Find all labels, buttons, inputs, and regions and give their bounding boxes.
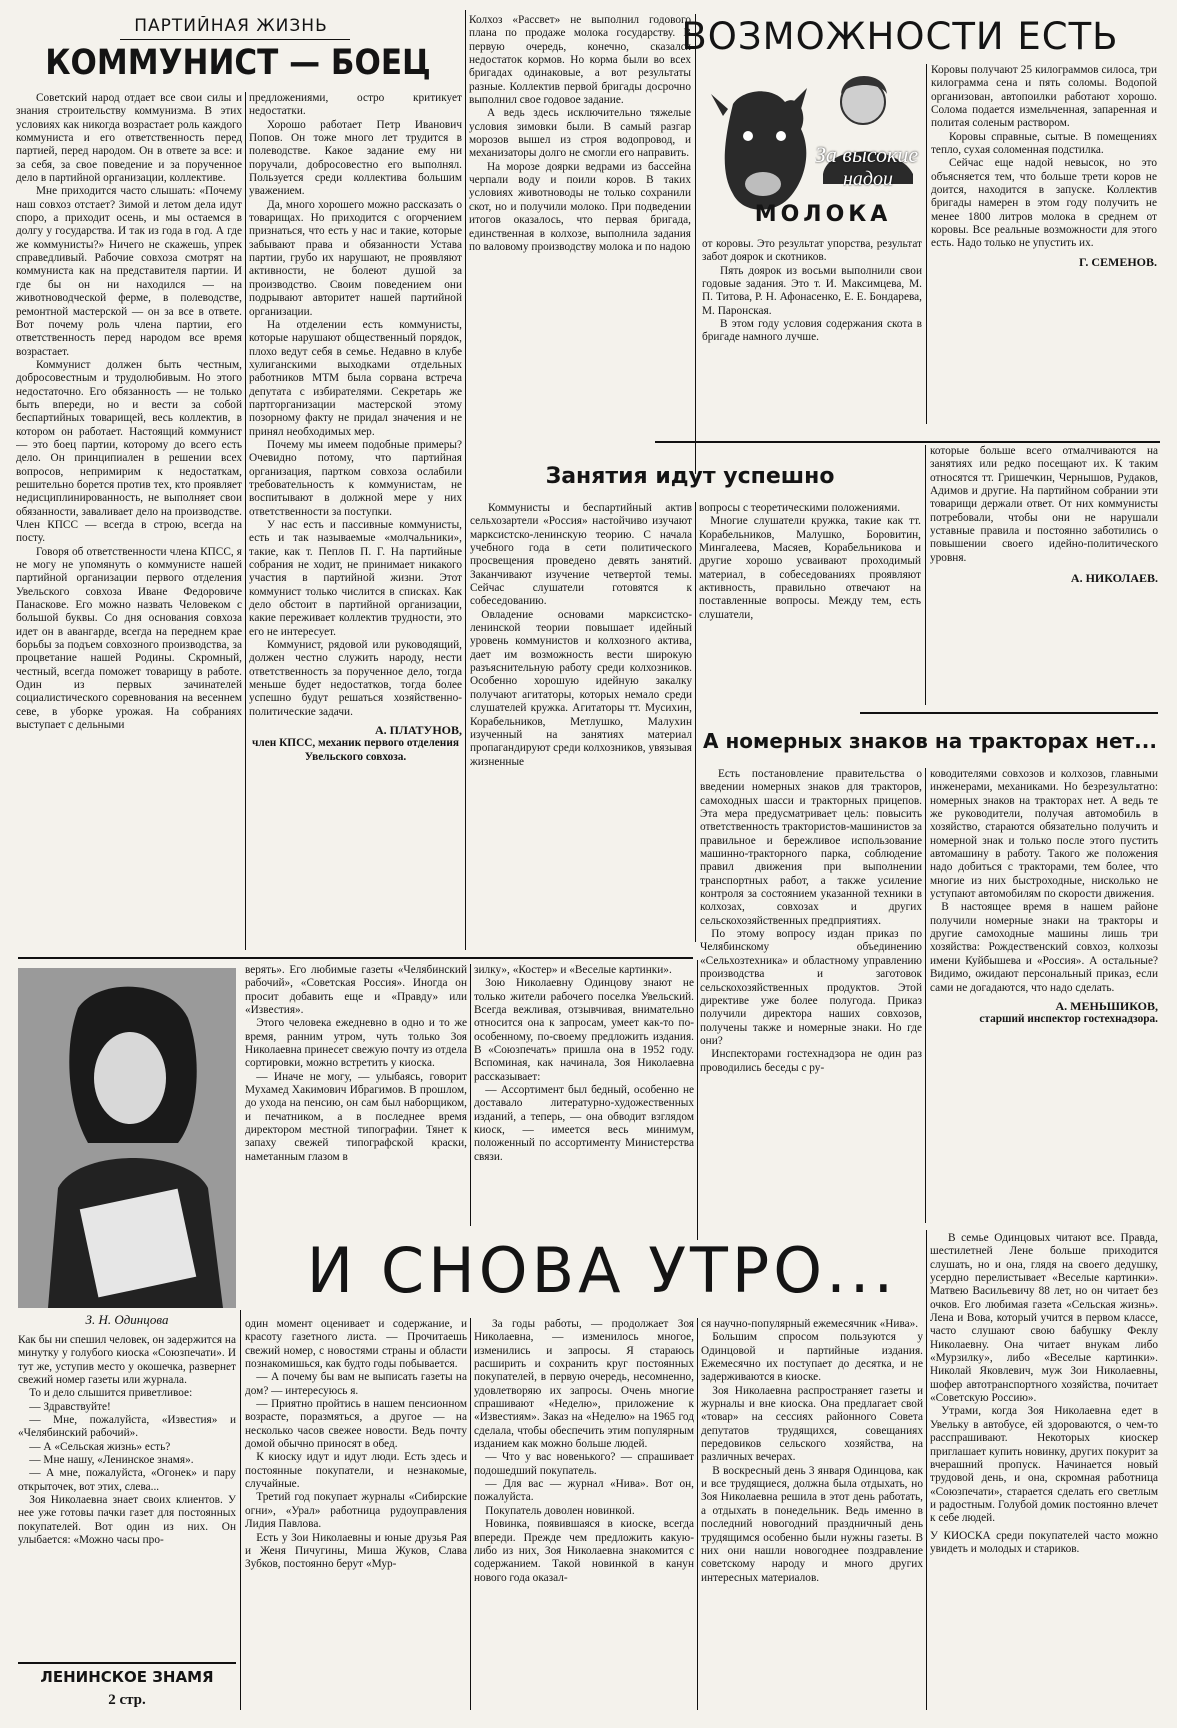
emblem-text-3: МОЛОКА [754, 202, 892, 227]
article-title-tractors: А номерных знаков на тракторах нет... [703, 729, 1157, 753]
column-rule [925, 768, 926, 1223]
column-zanyatiya-2 [699, 502, 921, 704]
column-utro-b2 [245, 1318, 467, 1718]
column-rule [695, 502, 696, 942]
paragraph: вопросы с теоретическими положениями. Многие слушатели кружка, такие как тт. Корабельников, Малушко, Боровитин, Мингалеева, Масяев, Корабельникова и другие хорошо усваивают проходимый материал, в собеседованиях проявляют активность, правильно отвечают на поставленные вопросы. Между тем, есть слушатели, [699, 502, 921, 621]
author-signature: Г. СЕМЕНОВ. [1079, 254, 1157, 269]
paragraph: ководителями совхозов и колхозов, главными инженерами, механиками. Но безрезультатно: номерных знаков на тракторах нет. А ведь те же руководители, получая автомобиль в хозяйство, стараются обязательно получить и номерной знак и только после этого пустить автомашину в работу. Такого же положения надо добиться с тракторами, тем более, что многие из них быстроходные, нисколько не уступают автомобилям по скорости движения. В настоящее время в нашем районе получили номерные знаки на тракторы и другие самоходные машины лишь три хозяйства: Рождественский совхоз, колхозы имени Куйбышева и «Россия». А остальные? Видимо, ожидают персональный приказ, если сами не догадаются, что надо сделать. [930, 768, 1158, 994]
paragraph: Да, много хорошего можно рассказать о товарищах. Но приходится с огорчением признаться, что есть у нас и такие, которые забывают права и обязанности Устава партии, грубо их нарушают, не проявляют активности, не болеют душой за производство. Своим поведением они подрывают авторитет нашей партийной организации. [249, 198, 462, 318]
paragraph: Коровы справные, сытые. В помещениях тепло, сухая соломенная подстилка. [931, 130, 1157, 157]
paragraph: Есть постановление правительства о введении номерных знаков для тракторов, самоходных шасси и тракторных прицепов. Эта мера предусматривает цель: повысить ответственность трактористов-машинистов за правильное и бережливое использование машинно-тракторного парка, соблюдение правил движения при выполнении транспортных работ, а также усиление контроля за состоянием указанной техники в колхозах, совхозах и других сельскохозяйственных предприятиях. По этому вопросу издан приказ по Челябинскому объединению «Сельхозтехника» и областному управлению производства и заготовок сельскохозяйственных продуктов. Этой директиве уже более полугода. Приказ получили директора наших совхозов, получены также и номерные знаки. Но где они? Инспекторами гостехнадзора не один раз проводились беседы с ру- [700, 768, 922, 1074]
column-utro-b4 [701, 1318, 923, 1718]
author-signature: А. МЕНЬШИКОВ, [1055, 998, 1158, 1013]
paragraph: зилку», «Костер» и «Веселые картинки». Зою Николаевну Одинцову знают не только жители рабочего поселка Увельский. Всегда вежливая, отзывчивая, внимательно относится она к запросам, умеет как-то по-особенному, по-своему предложить издания. В «Союзпечать» пришла она в 1952 году. Вспоминая, как начинала, Зоя Николаевна рассказывает: — Ассортимент был бедный, особенно не доставало литературно-художественных изданий, а теперь, — она обводит взглядом киоск, — имеется весь минимум, положенный по ассортименту Министерства связи. [474, 964, 694, 1163]
paragraph: верять». Его любимые газеты «Челябинский рабочий», «Советская Россия». Иногда он просит добавить еще и «Правду» или «Известия». Этого человека ежедневно в одно и то же время, ранним утром, чуть только Зоя Николаевна принесет свежую почту из отдела сортировки, можно встретить у киоска. — Иначе не могу, — улыбаясь, говорит Мухамед Хакимович Ибрагимов. В прошлом, до ухода на пенсию, он сам был наборщиком, и печатником, а в последнее время директором местной типографии. Тянет к запаху свежей типографской краски, наметанным глазом в [245, 964, 467, 1163]
emblem-text-2: надои [843, 168, 894, 190]
paragraph: ся научно-популярный ежемесячник «Нива». Большим спросом пользуются у Одинцовой и партийные издания. Ежемесячно их поступает до десятка, и не задерживаются в киоске. Зоя Николаевна распространяет газеты и журналы и вне киоска. Она предлагает свой «товар» на сессиях районного Совета депутатов трудящихся, совещаниях передовиков сельского хозяйства, на различных вечерах. В воскресный день 3 января Одинцова, как и все трудящиеся, должна была отдыхать, но Зоя Николаевна решила в этот день работать, а отдыхать в понедельник. Ведь именно в последний новогодний праздничный день трудящимся особенно были нужны газеты. В них они нашли новогоднее поздравление советскому народу и много других интересных материалов. [701, 1318, 923, 1584]
paragraph: Сейчас еще надой невысок, но это объясняется тем, что больше трети коров не доится, находится в запуске. Коллектив бригады намерен в этом году получить не менее 1800 литров молока в среднем от коровы. Все реальные возможности для этого есть. Надо только не упустить их. [931, 157, 1157, 250]
column-kommunist-2 [249, 92, 462, 950]
column-rule [240, 1310, 241, 1710]
author-title: член КПСС, механик первого отделения Увельского совхоза. [252, 737, 459, 763]
author-signature: А. ПЛАТУНОВ, [374, 723, 462, 738]
paragraph: Коровы получают 25 килограммов силоса, три килограмма сена и пять соломы. Водопой организован, автопоилки работают хорошо. Солома подается измельченная, запаренная и политая соленым раствором. [931, 64, 1157, 130]
paragraph: Коммунист, рядовой или руководящий, должен честно служить народу, нести ответственность за порученное дело, тогда меньше будет недостатков, тогда более успешно будут решаться хозяйственно-политические задачи. [249, 639, 462, 718]
column-rule [465, 10, 466, 950]
article-title-kommunist: КОММУНИСТ — БОЕЦ [45, 42, 431, 84]
column-utro-b1 [18, 1334, 236, 1660]
section-divider [860, 712, 1158, 714]
paragraph: Говоря об ответственности члена КПСС, я не могу не упомянуть о коммунисте нашей партийной организации первого отделения Увельского совхоза Иване Федоровиче Панаскове. Его можно назвать Человеком с большой буквы. Со дня основания совхоза идет он в авангарде, всегда на переднем крае борьбы за подъем совхозного производства, за процветание нашей Родины. Скромный, честный, всегда поможет товарищу в работе. Один из первых зачинателей социалистического соревнования на весеннем севе, в уборке урожая. На собраниях выступает с дельными [16, 545, 242, 732]
column-rule [697, 960, 698, 1240]
section-label: ПАРТИЙНАЯ ЖИЗНЬ [134, 16, 328, 36]
paragraph: Мне приходится часто слышать: «Почему наш совхоз отстает? Зимой и летом дела идут споро, а приходит осень, и мы остаемся в долгу у государства. И так из года в год. А где же коммунисты?» Ничего не скажешь, упрек справедливый. Рабочие совхоза смотрят на коммуниста как на представителя партии. И где бы он ни находился — на животноводческой ферме, в полеводстве, ремонтной мастерской — он за все в ответе. Вот почему роль члена партии, его ответственность перед народом все время возрастает. [16, 185, 242, 358]
column-rule [925, 445, 926, 705]
column-rule [245, 92, 246, 950]
paragraph: Колхоз «Рассвет» не выполнил годового плана по продаже молока государству. В первую очередь, конечно, сказался недостаток кормов. Но корма были во всех бригадах одинаковые, а вот результаты разные. Коллектив первой бригады досрочно выполнил свое годовое задание. [469, 14, 691, 107]
column-rule [926, 64, 927, 424]
section-divider [655, 441, 1160, 443]
section-divider [18, 957, 693, 959]
column-zanyatiya-3 [930, 445, 1158, 699]
author-title: старший инспектор гостехнадзора. [979, 1012, 1158, 1025]
paragraph: У КИОСКА среди покупателей часто можно увидеть и молодых и стариков. [930, 1529, 1158, 1555]
paragraph: Советский народ отдает все свои силы и знания строительству коммунизма. В этих условиях как никогда возрастает роль каждого коммуниста и его ответственность перед партией, перед народом. Он в ответе за все: и за себя, за свое поведение и за порученное дело в партийной организации, коллективе. [16, 92, 242, 185]
column-rule [926, 1230, 927, 1710]
milk-emblem [703, 64, 923, 234]
woman-portrait-icon [18, 968, 236, 1308]
column-utro-mid2 [474, 964, 694, 1226]
emblem-text-1: За высокие [815, 142, 919, 167]
column-vozmozhnosti-mid [702, 238, 922, 428]
paragraph: За годы работы, — продолжает Зоя Николаевна, — изменилось многое, изменились и запросы. Я стараюсь расширить и сохранить круг постоянных покупателей, в первую очередь, несомненно, удовлетворяю их запросы. Очень многие спрашивают «Неделю», приложение к «Известиям». Заказ на «Неделю» на 1965 год сделала, чтобы обеспечить этим популярным изданием как можно больше людей. — Что у вас новенького? — спрашивает подошедший покупатель. — Для вас — журнал «Нива». Вот он, пожалуйста. Покупатель доволен новинкой. Новинка, появившаяся в киоске, всегда впереди. Прежде чем предложить какую-либо из них, Зоя Николаевна знакомится с содержанием. Такой новинкой в канун нового года оказал- [474, 1318, 694, 1584]
article-title-vozmozhnosti: ВОЗМОЖНОСТИ ЕСТЬ [681, 15, 1119, 58]
portrait-photo [18, 968, 236, 1308]
paragraph: Коммунист должен быть честным, добросовестным и трудолюбивым. Но этого недостаточно. Его обязанность — не только быть впереди, но и вести за собой беспартийных товарищей, весь коллектив, в котором он работает. Настоящий коммунист — это боец партии, которому до всего есть дело. Он принципиален в решении всех вопросов, непримирим к недостаткам, решительно борется против тех, кто проявляет недисциплинированность, не выполняет свои обязанности, заваливает дело на производстве. Член КПСС — всегда в строю, всегда на посту. [16, 358, 242, 545]
column-zanyatiya-1 [470, 502, 692, 946]
paragraph: А ведь здесь исключительно тяжелые условия зимовки были. В самый разгар морозов вышел из строя водопровод, и механизаторы долго не смогли его направить. [469, 107, 691, 160]
paragraph: предложениями, остро критикует недостатки. [249, 92, 462, 118]
paragraph: Коммунисты и беспартийный актив сельхозартели «Россия» настойчиво изучают марксистско-ленинскую теорию. С начала учебного года в сети политического просвещения проведено девять занятий. Заканчивают изучение четвертой темы. Сейчас слушатели готовятся к собеседованию. Овладение основами марксистско-ленинской теории повышает идейный уровень коммунистов и колхозного актива, дает им возможность вести широкую разъяснительную работу среди колхозников. Особенно хорошую идейную закалку получают агитаторы, которых немало среди слушателей кружка. Агитаторы тт. Мусихин, Корабельников, Метлушко, Малухин изученный на занятиях материал пропагандируют среди колхозников, увязывая жизненные [470, 502, 692, 768]
paragraph: В этом году условия содержания скота в бригаде намного лучше. [702, 318, 922, 344]
newspaper-name: ЛЕНИНСКОЕ ЗНАМЯ [40, 1668, 214, 1686]
column-rassvet [469, 14, 691, 474]
paragraph: от коровы. Это результат упорства, результат забот доярок и скотников. [702, 238, 922, 264]
paragraph: Почему мы имеем подобные примеры? Очевидно потому, что партийная организация, партком совхоза ослабили требовательность к коммунистам, не воспитывают в должной мере у них ответственности за поступки. [249, 438, 462, 518]
photo-caption: З. Н. Одинцова [85, 1312, 169, 1327]
column-rule [695, 14, 696, 474]
paragraph: В семье Одинцовых читают все. Правда, шестилетней Лене больше приходится слушать, но и она, глядя на своего дедушку, усердно перелистывает «Веселые картинки». Матвею Васильевичу 88 лет, но он читает без очков. Его любимая газета «Сельская жизнь». Лена и Вова, который учится в первом классе, часто слушают свою бабушку Феклу Николаевну. Она читает внукам либо «Мурзилку», либо «Веселые картинки». Николай Яковлевич, муж Зои Николаевны, шофер автотранспортного хозяйства, почитает «Советскую Россию». Утрами, когда Зоя Николаевна едет в Увельку в автобусе, ей здороваются, о чем-то расспрашивают. Некоторых киоскер приглашает купить новинку, других покурит за вчерашний пропуск. Начинается новый трудовой день, и она, скромная работница «Союзпечати», старается сделать его светлым и радостным. Голубой домик постоянно влечет к себе людей. [930, 1232, 1158, 1525]
paragraph: Хорошо работает Петр Иванович Попов. Он тоже много лет трудится в полеводстве. Какое задание ему ни поручали, добросовестно его выполнял. Пользуется среди коллектива большим уважением. [249, 118, 462, 198]
column-rule [470, 964, 471, 1226]
column-tractors-1 [700, 768, 922, 1224]
paragraph: Пять доярок из восьми выполнили свои годовые задания. Это т. И. Максимцева, М. П. Титова, Р. Н. Афонасенко, Е. Е. Бондарева, М. Паронская. [702, 264, 922, 317]
column-tractors-2 [930, 768, 1158, 1224]
column-vozmozhnosti-right [931, 64, 1157, 426]
column-utro-b3 [474, 1318, 694, 1718]
paragraph: На отделении есть коммунисты, которые нарушают общественный порядок, плохо ведут себя в семье. Недавно в клубе хулиганскими выходками отдельных работников МТМ была сорвана встреча депутата с избирателями. Секретарь же партгорганизации мастерской этому позорному факту не придал значения и не принял необходимых мер. [249, 318, 462, 438]
author-signature: А. НИКОЛАЕВ. [1070, 571, 1158, 586]
paragraph: У нас есть и пассивные коммунисты, есть и так называемые «молчальники», такие, как т. Пеплов П. Г. На партийные собрания не ходит, не принимает никакого участия в партийной жизни. Этот коммунист только числится в списках. Как дело обстоит в партийной организации, какие переживает коллектив трудности, это его не интересует. [249, 519, 462, 638]
column-kommunist-1 [16, 92, 242, 950]
column-utro-mid1 [245, 964, 467, 1226]
column-rule [697, 1318, 698, 1710]
paragraph: один момент оценивает и содержание, и красоту газетного листа. — Прочитаешь свежий номер, с новостями страны и области познакомишься, как будто годы побывается. — А почему бы вам не выписать газеты на дом? — интересуюсь я. — Приятно пройтись в нашем пенсионном возрасте, поразмяться, а другое — на несколько часов свежее новости. Ведь почту домой обычно приносят в обед. К киоску идут и идут люди. Есть здесь и постоянные покупатели, и незнакомые, случайные. Третий год покупает журналы «Сибирские огни», «Урал» работница рудоуправления Лидия Павлова. Есть у Зои Николаевны и юные друзья Рая и Женя Пичугины, Миша Жуков, Слава Зубков, постоянно берут «Мур- [245, 1318, 467, 1571]
column-utro-b5 [930, 1232, 1158, 1712]
column-rule [470, 1318, 471, 1710]
paragraph: Как бы ни спешил человек, он задержится на минутку у голубого киоска «Союзпечати». И тут же, уступив место у окошечка, развернет свежий номер газеты или журнала. То и дело слышится приветливое: — Здравствуйте! — Мне, пожалуйста, «Известия» и «Челябинский рабочий». — А «Сельская жизнь» есть? — Мне нашу, «Ленинское знамя». — А мне, пожалуйста, «Огонек» и пару открыточек, вот этих, слева... Зоя Николаевна знает своих клиентов. У нее уже готовы пачки газет для постоянных покупателей. Вот один из них. Он улыбается: «Можно часы про- [18, 1334, 236, 1547]
page-number: 2 стр. [108, 1692, 146, 1708]
paragraph: На морозе доярки ведрами из бассейна черпали воду и поили коров. В таких условиях животноводы не только сохранили скот, но и получили молоко. При подведении итогов оказалось, что первая бригада, единственная в колхозе, выполнила задания по валовому производству молока и по надою [469, 160, 691, 253]
footer-rule [18, 1662, 236, 1664]
article-title-utro: И СНОВА УТРО... [306, 1234, 898, 1307]
article-title-zanyatiya: Занятия идут успешно [545, 464, 835, 489]
paragraph: которые больше всего отмалчиваются на занятиях или редко посещают их. К таким относятся тт. Гришечкин, Чернышов, Рудаков, Адимов и другие. На партийном собрании эти товарищи держали ответ. От них коммунисты потребовали, чтобы они не нарушали уставные правила и постоянно заботились о повышении своего идейно-политического уровня. [930, 445, 1158, 564]
